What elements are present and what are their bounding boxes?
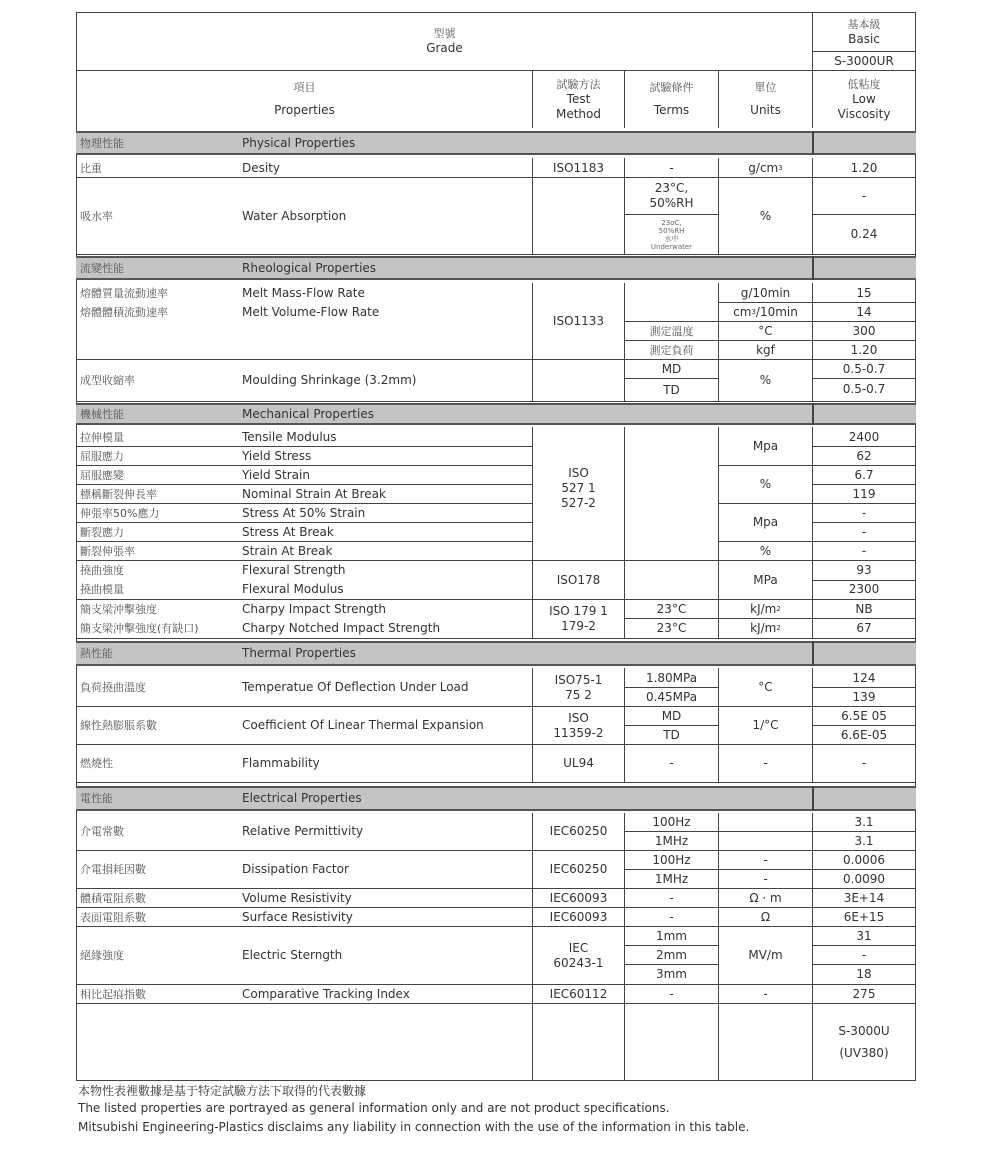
mfr-unit: g/10min — [740, 285, 791, 300]
clte-method-2: 11359-2 — [553, 725, 604, 740]
water-value-2: 0.24 — [850, 227, 878, 241]
tensile-method-2: 527 1 — [561, 481, 596, 495]
es-terms-2: 2mm — [655, 947, 687, 962]
cti-zh: 相比起痕指數 — [80, 987, 146, 1001]
temp-unit: °C — [758, 323, 773, 338]
es-value-3: 18 — [856, 967, 872, 981]
es-zh: 絕緣強度 — [80, 949, 124, 962]
load-terms: 測定負荷 — [649, 343, 694, 357]
section-mechanical-en: Mechanical Properties — [242, 406, 374, 421]
water-en: Water Absorption — [242, 208, 347, 223]
diss-value-2: 0.0090 — [843, 871, 885, 886]
footer-en-2: Mitsubishi Engineering-Plastics disclaims any liability in connection with the use of the information in this table. — [78, 1120, 750, 1134]
mech-row-zh: 斷裂伸張率 — [80, 544, 135, 558]
mech-row-en: Strain At Break — [242, 543, 333, 558]
cti-unit: - — [763, 986, 768, 1001]
hdt-en: Temperatue Of Deflection Under Load — [242, 680, 469, 694]
surf-value: 6E+15 — [843, 909, 885, 924]
basic-zh: 基本級 — [847, 18, 881, 31]
es-unit: MV/m — [748, 948, 783, 962]
vol-zh: 體積電阻系數 — [80, 891, 146, 905]
charpy-terms-2: 23°C — [656, 621, 687, 635]
mech-row-zh: 簡支梁沖擊強度 — [80, 602, 157, 616]
hdt-terms-2: 0.45MPa — [645, 689, 698, 704]
mech-row-en: Yield Stress — [242, 448, 312, 463]
terms-header — [625, 72, 718, 126]
water-terms-1a: 23°C, — [654, 181, 689, 195]
section-physical-zh: 物理性能 — [80, 136, 124, 150]
shrink-zh: 成型收縮率 — [80, 374, 135, 387]
water-terms-2b: 50%RH — [658, 226, 685, 235]
mech-unit-mpa: Mpa — [752, 439, 779, 453]
perm-zh: 介電常數 — [80, 825, 124, 838]
flex-unit: MPa — [753, 572, 778, 587]
water-zh: 吸水率 — [80, 209, 113, 223]
perm-terms-1: 100Hz — [652, 814, 691, 829]
vol-unit: Ω · m — [749, 890, 782, 905]
diss-value-1: 0.0006 — [843, 852, 885, 867]
charpy-unit-base-2: kJ/m — [750, 621, 777, 635]
shrink-en: Moulding Shrinkage (3.2mm) — [242, 373, 417, 387]
diss-terms-2: 1MHz — [654, 871, 689, 886]
load-value: 1.20 — [850, 342, 878, 357]
temp-terms: 測定溫度 — [649, 324, 694, 338]
mech-row-zh: 屈服應力 — [80, 449, 124, 463]
es-terms-1: 1mm — [655, 928, 687, 943]
mech-row-en: Stress At Break — [242, 524, 334, 539]
water-terms-2d: Underwater — [650, 242, 693, 251]
method-en1: Test — [566, 91, 591, 106]
mech-row-zh: 簡支梁沖擊強度(有缺口) — [80, 622, 199, 635]
hdt-terms-1: 1.80MPa — [645, 670, 698, 685]
water-unit: % — [759, 208, 772, 223]
shrink-unit: % — [759, 373, 772, 387]
es-value-1: 31 — [856, 928, 872, 943]
units-zh: 單位 — [754, 81, 777, 94]
charpy-unit-base: kJ/m — [750, 601, 777, 616]
mech-row-zh: 標稱斷裂伸長率 — [80, 487, 157, 501]
mech-row-zh: 斷裂應力 — [80, 525, 124, 539]
mech-row-en: Tensile Modulus — [242, 429, 337, 444]
clte-value-2: 6.6E-05 — [840, 727, 888, 742]
density-method: ISO1183 — [552, 160, 605, 175]
mech-row-value: 119 — [852, 486, 876, 501]
mfr-value: 15 — [856, 285, 872, 300]
clte-method-1: ISO — [568, 710, 589, 725]
perm-value-1: 3.1 — [854, 814, 874, 829]
hdt-method-2: 75 2 — [565, 687, 592, 702]
mech-row-zh: 拉伸模量 — [80, 430, 124, 444]
section-electrical-en: Electrical Properties — [242, 791, 362, 805]
flam-en: Flammability — [242, 756, 320, 770]
water-terms-2a: 23oC, — [661, 218, 682, 227]
clte-terms-1: MD — [661, 708, 682, 723]
density-unit-sup: 3 — [778, 163, 783, 172]
section-mechanical-zh: 機械性能 — [80, 407, 124, 421]
mech-unit-mpa-2: Mpa — [752, 515, 779, 529]
mech-row-zh: 撓曲模量 — [80, 583, 124, 596]
method-en2: Method — [555, 106, 601, 121]
mech-row-zh: 撓曲強度 — [80, 564, 124, 577]
charpy-unit-sup: 2 — [776, 604, 781, 613]
mvr-unit-base: cm — [733, 304, 752, 319]
density-zh: 比重 — [80, 161, 102, 175]
mvr-unit — [719, 303, 812, 321]
mech-row-value: - — [861, 524, 867, 539]
charpy-method — [533, 600, 624, 638]
mech-row-value: 93 — [856, 563, 872, 577]
units-en: Units — [750, 103, 781, 117]
properties-header — [77, 72, 532, 126]
terms-zh: 試驗條件 — [649, 81, 694, 94]
clte-method — [533, 707, 624, 744]
vol-method: IEC60093 — [549, 890, 608, 905]
mech-row-value: - — [861, 505, 867, 520]
hdt-unit: °C — [758, 680, 773, 694]
section-electrical-zh: 電性能 — [80, 792, 113, 805]
water-terms-1 — [625, 178, 718, 214]
clte-zh: 線性熱膨脹系數 — [80, 719, 157, 732]
cti-terms: - — [669, 986, 674, 1001]
units-header — [719, 72, 812, 126]
mvr-value: 14 — [856, 304, 872, 319]
vol-terms: - — [669, 890, 674, 905]
tensile-method-3: 527-2 — [561, 496, 596, 510]
mvr-en: Melt Volume-Flow Rate — [242, 304, 380, 319]
shrink-td: TD — [663, 382, 680, 397]
mech-row-value: 2400 — [848, 429, 880, 444]
es-method-1: IEC — [568, 940, 589, 955]
mech-row-en: Yield Strain — [242, 467, 310, 482]
mech-unit-pct-2: % — [759, 543, 772, 558]
grade-zh: 型號 — [433, 27, 456, 40]
mech-row-zh: 屈服應變 — [80, 468, 124, 482]
clte-terms-2: TD — [663, 727, 680, 742]
perm-value-2: 3.1 — [854, 833, 874, 848]
charpy-unit-1 — [719, 600, 812, 618]
grade-header — [77, 16, 812, 66]
section-thermal-zh: 熱性能 — [80, 647, 113, 660]
grade-en: Grade — [426, 41, 463, 55]
mfr-en: Melt Mass-Flow Rate — [242, 285, 365, 300]
surf-terms: - — [669, 909, 674, 924]
water-terms-2c: 水中 — [664, 234, 679, 243]
clte-value-1: 6.5E 05 — [841, 708, 887, 723]
water-terms-2 — [625, 215, 718, 254]
footer-zh: 本物性表裡數據是基于特定試驗方法下取得的代表數據 — [78, 1084, 367, 1098]
diss-method: IEC60250 — [549, 862, 608, 876]
properties-en: Properties — [274, 103, 335, 117]
mech-row-en: Charpy Impact Strength — [242, 601, 387, 616]
mech-row-zh: 伸張率50%應力 — [80, 506, 160, 520]
diss-unit-2: - — [763, 871, 768, 886]
tensile-method-1: ISO — [568, 466, 589, 480]
load-unit: kgf — [756, 342, 775, 357]
diss-unit-1: - — [763, 852, 768, 867]
temp-value: 300 — [852, 323, 876, 338]
perm-method: IEC60250 — [549, 824, 608, 838]
surf-en: Surface Resistivity — [242, 909, 353, 924]
surf-zh: 表面電阻系數 — [80, 910, 146, 924]
charpy-method-1: ISO 179 1 — [549, 604, 608, 618]
properties-zh: 項目 — [293, 81, 316, 94]
charpy-method-2: 179-2 — [561, 619, 596, 633]
diss-en: Dissipation Factor — [242, 862, 349, 876]
water-terms-1b: 50%RH — [649, 196, 694, 210]
charpy-unit-sup-2: 2 — [776, 624, 781, 632]
diss-zh: 介電損耗因數 — [80, 863, 146, 876]
tensile-method — [533, 428, 624, 560]
mech-row-value: NB — [855, 601, 873, 616]
basic-en: Basic — [848, 32, 880, 46]
es-value-2: - — [861, 947, 867, 962]
mech-row-value: 6.7 — [854, 467, 874, 482]
flam-unit: - — [763, 756, 768, 770]
mvr-zh: 熔體體積流動速率 — [80, 305, 168, 319]
clte-unit: 1/°C — [752, 718, 779, 732]
mech-row-en: Nominal Strain At Break — [242, 486, 386, 501]
mvr-unit-tail: /10min — [755, 304, 798, 319]
mech-unit-pct: % — [759, 477, 772, 491]
density-terms: - — [669, 160, 674, 175]
flam-method: UL94 — [563, 756, 594, 770]
visc-en2: Viscosity — [837, 106, 891, 121]
rheo-method: ISO1133 — [552, 314, 605, 328]
cti-value: 275 — [852, 986, 876, 1001]
flam-value: - — [861, 756, 867, 770]
variant-line-2: (UV380) — [839, 1046, 889, 1060]
mech-row-en: Flexural Modulus — [242, 582, 344, 596]
density-unit-base: g/cm — [748, 160, 779, 175]
method-zh: 試驗方法 — [556, 77, 601, 91]
method-header — [533, 72, 624, 126]
mech-row-value: - — [861, 543, 867, 558]
variant-note — [813, 1004, 915, 1080]
diss-terms-1: 100Hz — [652, 852, 691, 867]
cti-en: Comparative Tracking Index — [242, 986, 410, 1001]
mech-row-en: Flexural Strength — [242, 563, 346, 577]
hdt-method — [533, 669, 624, 706]
mech-row-value: 67 — [856, 621, 872, 635]
es-method — [533, 927, 624, 984]
section-thermal-en: Thermal Properties — [242, 646, 356, 660]
basic-header — [813, 14, 915, 50]
cti-method: IEC60112 — [549, 986, 608, 1001]
perm-terms-2: 1MHz — [654, 833, 689, 848]
mvr-unit-sup: 3 — [751, 307, 756, 316]
es-method-2: 60243-1 — [553, 955, 604, 970]
mech-row-en: Stress At 50% Strain — [242, 505, 366, 520]
density-value: 1.20 — [850, 160, 878, 175]
product-name: S-3000UR — [834, 53, 894, 68]
es-terms-3: 3mm — [655, 967, 687, 981]
mfr-zh: 熔體質量流動速率 — [80, 286, 168, 300]
flam-terms: - — [669, 756, 674, 770]
es-en: Electric Sterngth — [242, 948, 343, 962]
shrink-md-value: 0.5-0.7 — [842, 361, 886, 376]
mech-row-value: 2300 — [848, 582, 880, 596]
flam-zh: 燃燒性 — [80, 757, 113, 770]
mech-row-en: Charpy Notched Impact Strength — [242, 621, 441, 635]
terms-en: Terms — [653, 103, 690, 117]
shrink-td-value: 0.5-0.7 — [842, 381, 886, 396]
surf-unit: Ω — [760, 909, 771, 924]
clte-en: Coefficient Of Linear Thermal Expansion — [242, 718, 484, 732]
hdt-value-1: 124 — [852, 670, 876, 685]
hdt-method-1: ISO75-1 — [554, 672, 603, 687]
vol-value: 3E+14 — [843, 890, 885, 905]
flex-method: ISO178 — [556, 572, 601, 587]
perm-en: Relative Permittivity — [242, 824, 364, 838]
section-rheological-en: Rheological Properties — [242, 260, 377, 275]
vol-en: Volume Resistivity — [242, 890, 352, 905]
mech-row-value: 62 — [856, 448, 872, 463]
hdt-value-2: 139 — [852, 689, 876, 704]
density-en: Desity — [242, 160, 281, 175]
water-value-1: - — [861, 188, 867, 203]
visc-en1: Low — [852, 91, 876, 106]
charpy-unit-2 — [719, 619, 812, 638]
density-unit — [719, 159, 812, 177]
variant-line-1: S-3000U — [838, 1024, 890, 1038]
footer-en-1: The listed properties are portrayed as general information only and are not product specifications. — [78, 1101, 670, 1115]
hdt-zh: 負荷撓曲溫度 — [80, 681, 146, 694]
section-physical-en: Physical Properties — [242, 135, 356, 150]
charpy-terms-1: 23°C — [656, 601, 687, 616]
visc-zh: 低粘度 — [847, 77, 881, 91]
viscosity-header — [813, 72, 915, 126]
surf-method: IEC60093 — [549, 909, 608, 924]
shrink-md: MD — [661, 361, 682, 376]
section-rheological-zh: 流變性能 — [80, 261, 124, 275]
